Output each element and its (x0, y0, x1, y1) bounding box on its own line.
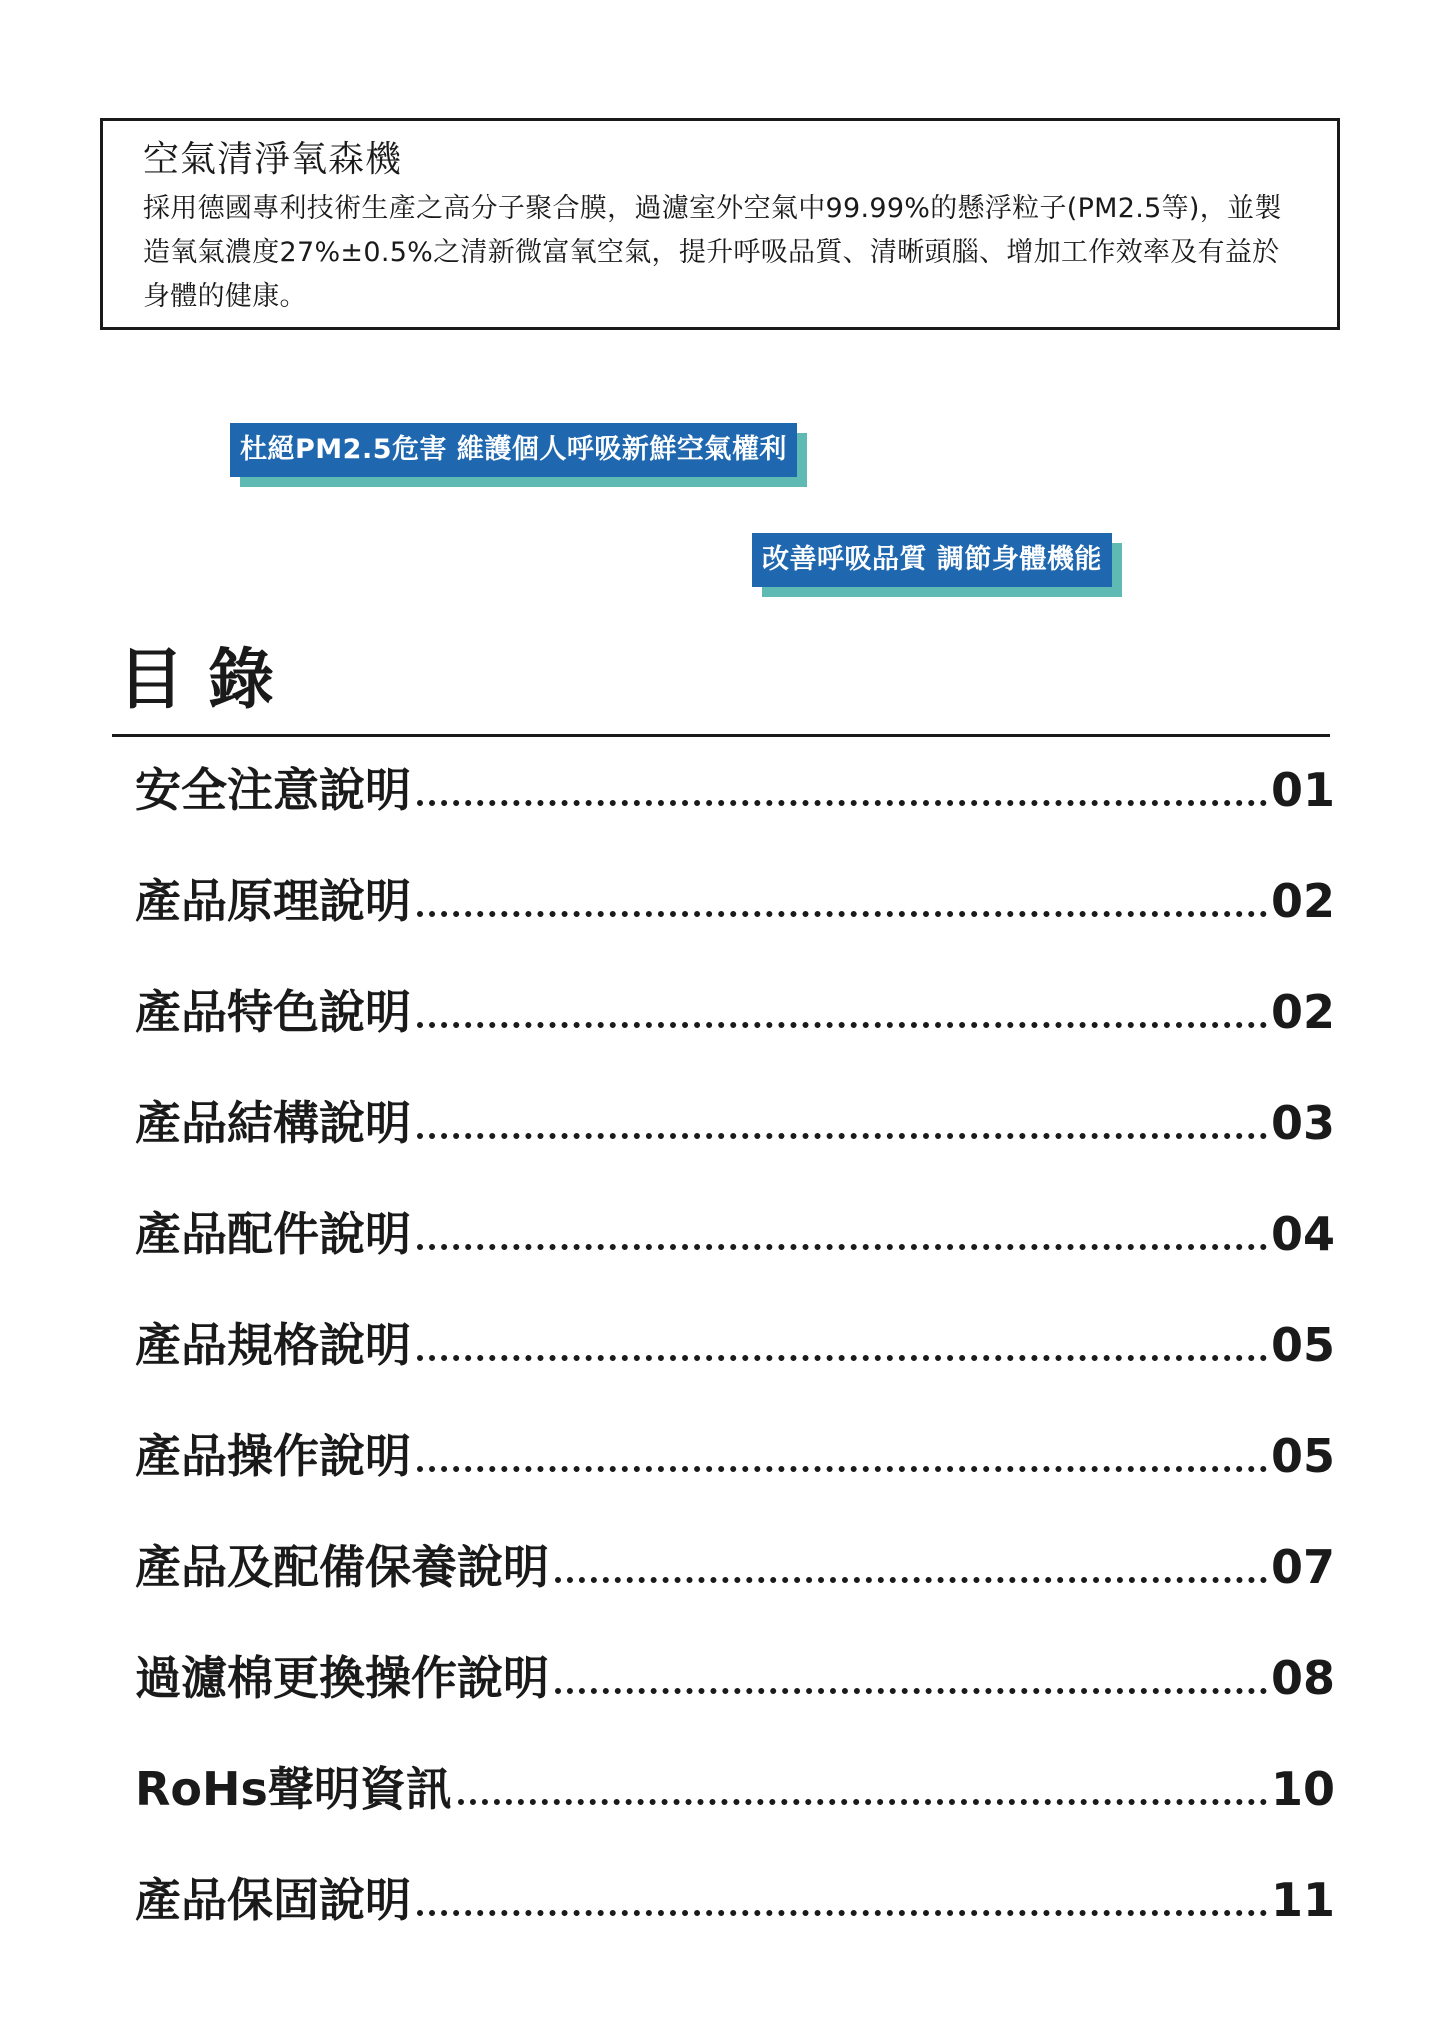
toc-item-page: 02 (1270, 985, 1335, 1039)
slogan-tag-breathing: 改善呼吸品質 調節身體機能 (752, 533, 1112, 587)
toc-leader-dots (417, 1466, 1267, 1472)
toc-leader-dots (417, 1022, 1267, 1028)
slogan-tag-pm25: 杜絕PM2.5危害 維護個人呼吸新鮮空氣權利 (230, 423, 797, 477)
toc-item-specifications[interactable] (135, 1307, 1335, 1418)
toc-item-rohs[interactable] (135, 1751, 1335, 1862)
toc-item-page: 11 (1270, 1873, 1335, 1927)
toc-item-page: 01 (1270, 763, 1335, 817)
toc-divider (112, 734, 1330, 737)
toc-item-page: 08 (1270, 1651, 1335, 1705)
toc-leader-dots (555, 1688, 1267, 1694)
toc-item-structure[interactable] (135, 1085, 1335, 1196)
toc-item-page: 04 (1270, 1207, 1335, 1261)
toc-leader-dots (417, 1133, 1267, 1139)
toc-leader-dots (555, 1577, 1267, 1583)
toc-item-label: 產品配件說明 (135, 1207, 411, 1261)
toc-item-page: 05 (1270, 1429, 1335, 1483)
toc-item-label: 產品原理說明 (135, 874, 411, 928)
toc-item-operation[interactable] (135, 1418, 1335, 1529)
toc-item-page: 02 (1270, 874, 1335, 928)
toc-item-safety[interactable] (135, 752, 1335, 863)
toc-item-warranty[interactable] (135, 1862, 1335, 1973)
toc-list (135, 752, 1335, 1973)
toc-leader-dots (417, 800, 1267, 806)
toc-heading: 目錄 (118, 641, 298, 718)
toc-item-page: 03 (1270, 1096, 1335, 1150)
toc-item-page: 10 (1270, 1762, 1335, 1816)
toc-item-principle[interactable] (135, 863, 1335, 974)
toc-item-label: 過濾棉更換操作說明 (135, 1651, 549, 1705)
toc-leader-dots (417, 1355, 1267, 1361)
toc-item-label: 產品操作說明 (135, 1429, 411, 1483)
product-title: 空氣清淨氧森機 (143, 139, 403, 180)
toc-item-page: 07 (1270, 1540, 1335, 1594)
toc-leader-dots (417, 1244, 1267, 1250)
toc-item-label: 產品保固說明 (135, 1873, 411, 1927)
toc-leader-dots (458, 1799, 1267, 1805)
product-intro-box (100, 118, 1340, 330)
toc-item-label: 產品規格說明 (135, 1318, 411, 1372)
product-description: 採用德國專利技術生產之高分子聚合膜，過濾室外空氣中99.99%的懸浮粒子(PM2.5等)，並製造氧氣濃度27%±0.5%之清新微富氧空氣，提升呼吸品質、清晰頭腦、增加工作效率及有益於身體的健康。 (143, 193, 1282, 312)
toc-item-label: 產品及配備保養說明 (135, 1540, 549, 1594)
toc-item-filter-replacement[interactable] (135, 1640, 1335, 1751)
toc-item-label: 產品結構說明 (135, 1096, 411, 1150)
toc-leader-dots (417, 911, 1267, 917)
toc-item-label: 產品特色說明 (135, 985, 411, 1039)
toc-item-page: 05 (1270, 1318, 1335, 1372)
toc-item-accessories[interactable] (135, 1196, 1335, 1307)
toc-item-label: RoHs聲明資訊 (135, 1762, 452, 1816)
toc-item-maintenance[interactable] (135, 1529, 1335, 1640)
toc-item-features[interactable] (135, 974, 1335, 1085)
toc-leader-dots (417, 1910, 1267, 1916)
toc-item-label: 安全注意說明 (135, 763, 411, 817)
